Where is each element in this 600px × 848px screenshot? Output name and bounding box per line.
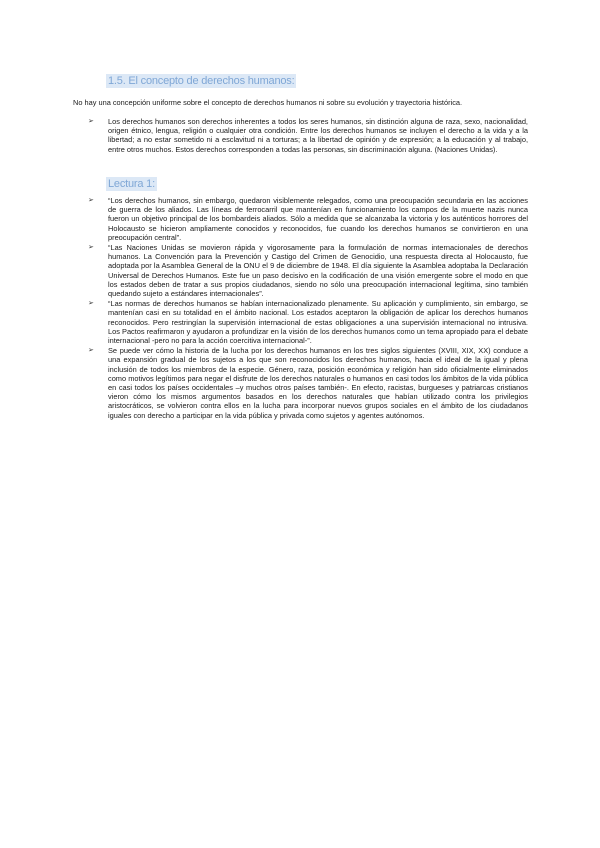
reading-list xyxy=(88,196,528,421)
arrow-bullet-icon: ➢ xyxy=(88,300,94,308)
list-item xyxy=(88,117,528,154)
intro-paragraph: No hay una concepción uniforme sobre el concepto de derechos humanos ni sobre su evolución y trayectoria histórica. xyxy=(73,98,463,107)
arrow-bullet-icon: ➢ xyxy=(88,118,94,125)
list-item-text: “Las normas de derechos humanos se habían internacionalizado plenamente. Su aplicación y cumplimiento, sin embargo, se mantenían casi en su totalidad en el ámbito nacional. Los estados aceptaron la obligación de aplicar los derechos humanos reconocidos. Pero restringían la supervisión internacional de estas obligaciones a una supervisión internacional no intrusiva. Los Pactos reafirmaron y ayudaron a profundizar en la visión de los derechos humanos como un tema apropiado para el debate internacional -pero no para la acción coercitiva internacional-”. xyxy=(108,299,528,346)
list-item xyxy=(88,196,528,242)
list-item-text: Los derechos humanos son derechos inherentes a todos los seres humanos, sin distinción alguna de raza, sexo, nacionalidad, origen étnico, lengua, religión o cualquier otra condición. Entre los derechos humanos se incluyen el derecho a la vida y a la libertad; a no estar sometido ni a esclavitud ni a torturas; a la libertad de opinión y de expresión; a la educación y al trabajo, entre otros muchos. Estos derechos corresponden a todas las personas, sin discriminación alguna. (Naciones Unidas). xyxy=(108,117,528,154)
arrow-bullet-icon: ➢ xyxy=(88,347,94,355)
arrow-bullet-icon: ➢ xyxy=(88,244,94,252)
list-item xyxy=(88,299,528,345)
arrow-bullet-icon: ➢ xyxy=(88,197,94,204)
reading-heading: Lectura 1: xyxy=(108,178,155,190)
section-heading: 1.5. El concepto de derechos humanos: xyxy=(108,75,295,87)
list-item xyxy=(88,243,528,298)
definition-list xyxy=(88,117,528,155)
list-item-text: “Los derechos humanos, sin embargo, quedaron visiblemente relegados, como una preocupación secundaria en las acciones de guerra de los aliados. Las líneas de ferrocarril que mantenían en funcionamiento los campos de la muerte nazis nunca fueron un objetivo principal de los bombardeis aliados. Sólo a medida que se alcanzaba la victoria y los auténticos horrores del Holocausto se hicieron ampliamente conocidos y reconocidos, fue cuando los derechos humanos se convirtieron en una preocupación central”. xyxy=(108,196,528,242)
list-item-text: “Las Naciones Unidas se movieron rápida y vigorosamente para la formulación de normas internacionales de derechos humanos. La Convención para la Prevención y Castigo del Crimen de Genocidio, una respuesta directa al Holocausto, fue adoptada por la Asamblea General de la ONU el 9 de diciembre de 1948. El día siguiente la Asamblea adoptaba la Declaración Universal de Derechos Humanos. Este fue un paso decisivo en la codificación de una visión emergente sobre el modo en que los estados deben de tratar a sus propios ciudadanos, siendo no sólo una preocupación internacional legítima, sino también quedando sujeto a estándares internacionales”. xyxy=(108,243,528,299)
list-item-text: Se puede ver cómo la historia de la lucha por los derechos humanos en los tres siglos siguientes (XVIII, XIX, XX) conduce a una expansión gradual de los sujetos a los que son reconocidos los derechos humanos, hacia el ideal de la igual y plena inclusión de todos los miembros de la especie. Género, raza, posición económica y religión han sido oficialmente eliminados como motivos legítimos para negar el disfrute de los derechos naturales o humanos en casi todos los ámbitos de la vida pública en casi todos los países occidentales –y muchos otros países también-. En efecto, racistas, burgueses y patriarcas cristianos vieron cómo los mismos argumentos basados en los derechos naturales que habían utilizado contra los privilegios aristocráticos, se volvieron contra ellos en la lucha para incorporar nuevos grupos sociales en el ámbito de los ciudadanos iguales con derecho a participar en la vida pública y privada como sujetos y agentes autónomos. xyxy=(108,346,528,420)
list-item xyxy=(88,346,528,420)
